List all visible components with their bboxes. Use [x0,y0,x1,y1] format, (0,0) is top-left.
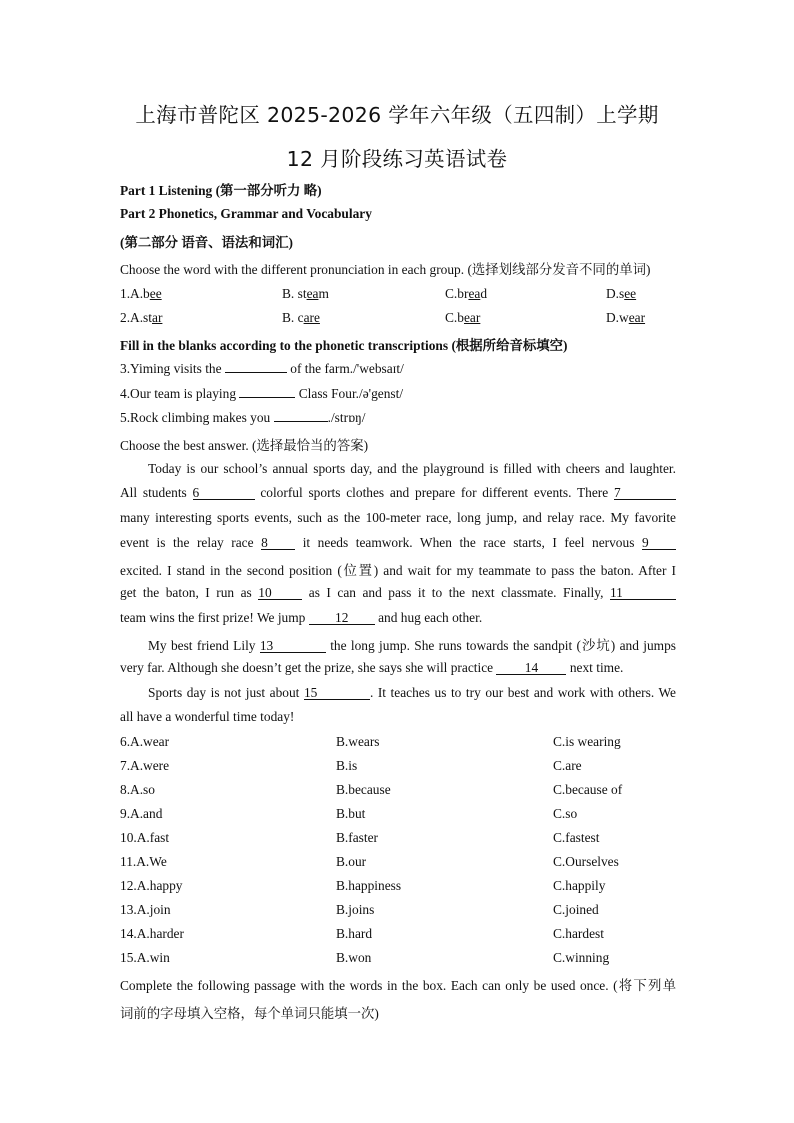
q5-line: 5.Rock climbing makes you ./strɒŋ/ [120,410,366,425]
q6-option-c: C.is wearing [553,734,621,749]
q13-option-a: 13.A.join [120,902,171,917]
q8-option-c: C.because of [553,782,623,797]
section-wordbox-instruction-1: Complete the following passage with the words in the box. Each can only be used once. (将下列单 [120,978,676,993]
q15-option-c: C.winning [553,950,610,965]
cloze-line-10: Sports day is not just about 15 . It teaches us to try our best and work with others. We [148,685,676,700]
cloze-line-4: event is the relay race 8 it needs teamwork. When the race starts, I feel nervous 9 [120,535,676,551]
section-cloze-instruction: Choose the best answer. (选择最恰当的答案) [120,438,369,453]
q12-option-a: 12.A.happy [120,878,183,893]
cloze-line-2: All students 6 colorful sports clothes and prepare for different events. There 7 [120,485,676,501]
part2-heading: Part 2 Phonetics, Grammar and Vocabulary [120,206,372,221]
q10-option-a: 10.A.fast [120,830,170,845]
exam-title-line2: 12 月阶段练习英语试卷 [286,147,508,171]
q2-option-b: B. care [282,310,320,325]
q7-option-a: 7.A.were [120,758,170,773]
cloze-line-1: Today is our school’s annual sports day, and the playground is filled with cheers and laughter. [148,461,676,476]
q10-option-b: B.faster [336,830,379,845]
cloze-line-11: all have a wonderful time today! [120,709,295,724]
exam-title-line1: 上海市普陀区 2025-2026 学年六年级（五四制）上学期 [135,103,659,127]
q12-option-c: C.happily [553,878,606,893]
q12-option-b: B.happiness [336,878,402,893]
q11-option-a: 11.A.We [120,854,167,869]
cloze-line-8: My best friend Lily 13 the long jump. She runs towards the sandpit (沙坑) and jumps [148,638,676,653]
q14-option-b: B.hard [336,926,373,941]
part1-heading: Part 1 Listening (第一部分听力 略) [120,183,322,198]
q15-option-a: 15.A.win [120,950,170,965]
q7-option-b: B.is [336,758,358,773]
q8-option-b: B.because [336,782,391,797]
section-pronunciation-instruction: Choose the word with the different pronunciation in each group. (选择划线部分发音不同的单词) [120,262,651,277]
q3-line: 3.Yiming visits the of the farm./'websaɪt/ [120,361,404,376]
q9-option-c: C.so [553,806,578,821]
q15-option-b: B.won [336,950,372,965]
section-wordbox-instruction-2: 词前的字母填入空格，每个单词只能填一次) [120,1006,379,1021]
section-phonetic-instruction: Fill in the blanks according to the phonetic transcriptions (根据所给音标填空) [120,338,568,353]
q2-option-d: D.wear [606,310,646,325]
q4-line: 4.Our team is playing Class Four./ə'genst/ [120,386,404,401]
cloze-line-7: team wins the first prize! We jump 12 and hug each other. [120,610,483,625]
q1-option-c: C.bread [445,286,488,301]
cloze-line-5: excited. I stand in the second position (位置) and wait for my teammate to pass the baton. After I [120,563,676,578]
q9-option-b: B.but [336,806,366,821]
q1-option-d: D.see [606,286,637,301]
q1-option-a: 1.A.bee [120,286,162,301]
q13-option-c: C.joined [553,902,599,917]
q11-option-b: B.our [336,854,367,869]
q11-option-c: C.Ourselves [553,854,619,869]
q8-option-a: 8.A.so [120,782,155,797]
q2-option-c: C.bear [445,310,481,325]
q6-option-a: 6.A.wear [120,734,170,749]
cloze-line-9: very far. Although she doesn’t get the prize, she says she will practice 14 next time. [120,660,624,675]
q2-option-a: 2.A.star [120,310,163,325]
q14-option-a: 14.A.harder [120,926,184,941]
q7-option-c: C.are [553,758,582,773]
q10-option-c: C.fastest [553,830,600,845]
q13-option-b: B.joins [336,902,375,917]
cloze-line-6: get the baton, I run as 10 as I can and pass it to the next classmate. Finally, 11 [120,585,676,601]
q1-option-b: B. steam [282,286,329,301]
q9-option-a: 9.A.and [120,806,163,821]
q6-option-b: B.wears [336,734,380,749]
part2-subheading: (第二部分 语音、语法和词汇) [120,235,293,250]
q14-option-c: C.hardest [553,926,604,941]
cloze-line-3: many interesting sports events, such as the 100-meter race, long jump, and relay race. My favorite [120,510,676,525]
